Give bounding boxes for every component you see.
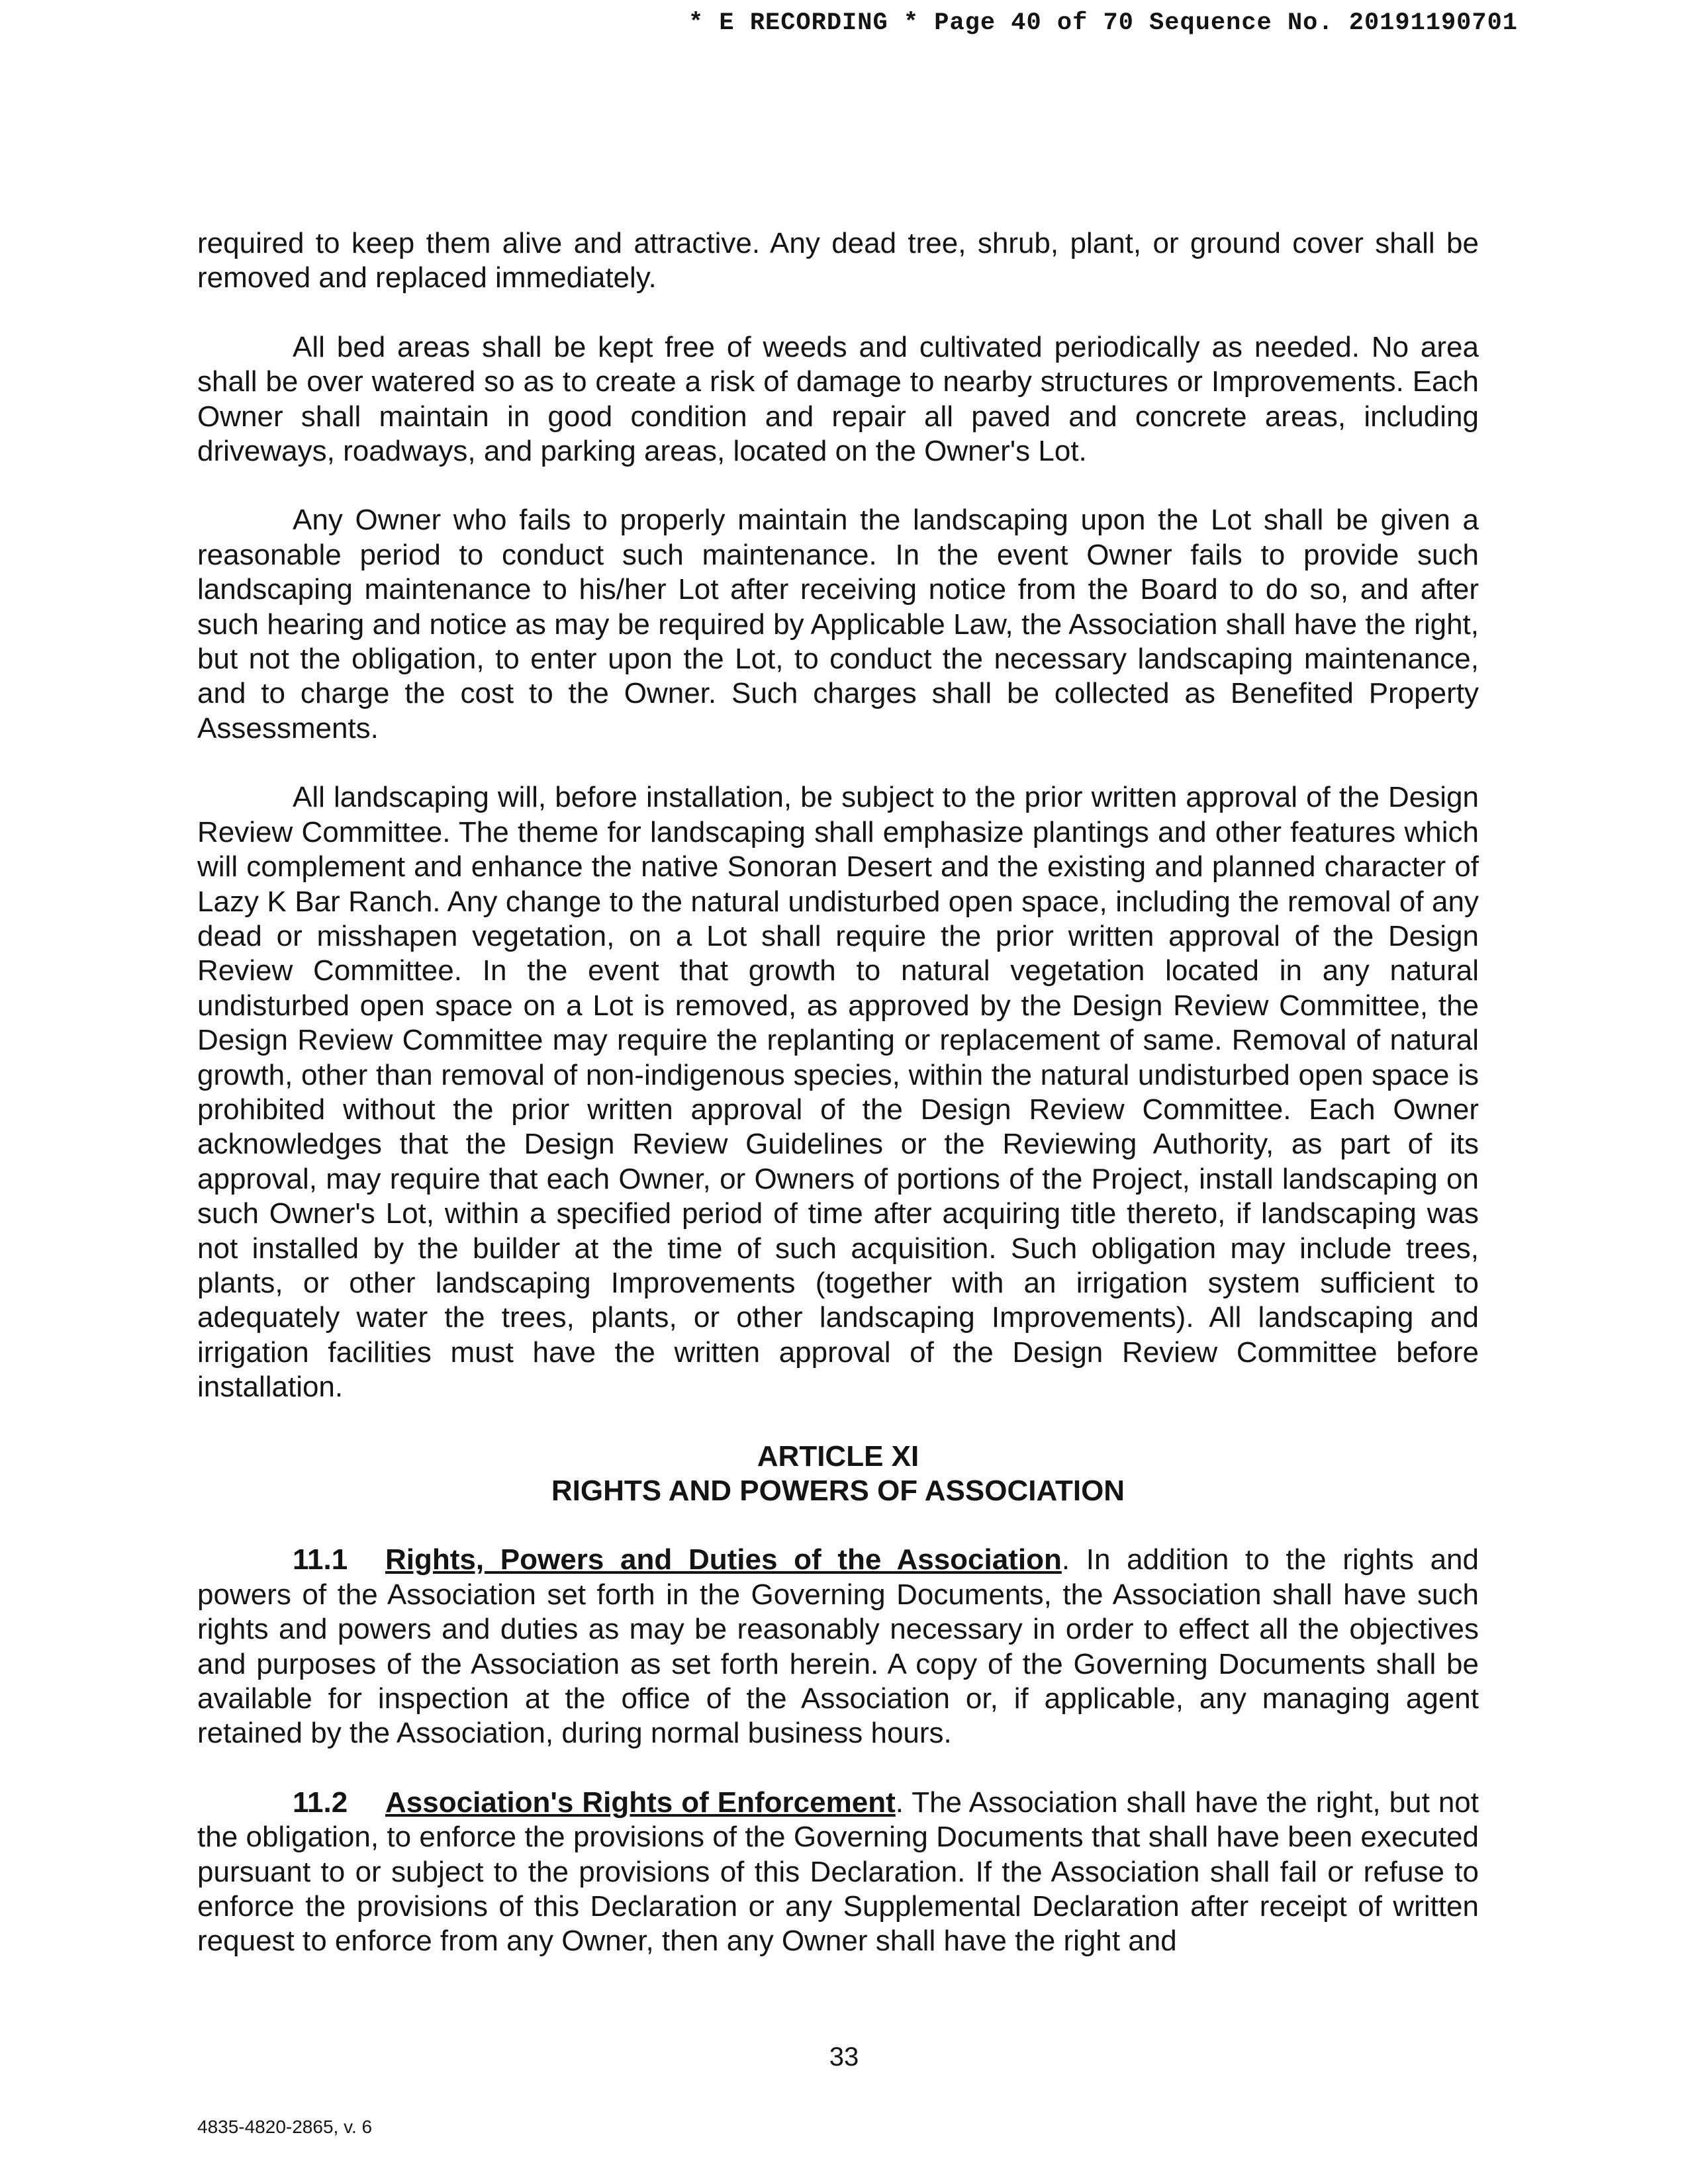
page-number: 33	[829, 2042, 859, 2071]
section-title: Rights, Powers and Duties of the Association	[385, 1543, 1062, 1576]
paragraph-bed-areas: All bed areas shall be kept free of weeds and cultivated periodically as needed. No area shall be over watered so as to create a risk of damage to nearby structures or Improvements. Each Owner shall maintain in good condition and repair all paved and concrete areas, including driveways, roadways, and parking areas, located on the Owner's Lot.	[197, 330, 1479, 468]
section-text: . The Association shall have the right, but not the obligation, to enforce the provisions of the Governing Documents that shall have been executed pursuant to or subject to the provisions of this Declaration. If the Association shall fail or refuse to enforce the provisions of this Declaration or any Supplemental Declaration after receipt of written request to enforce from any Owner, then any Owner shall have the right and	[197, 1786, 1479, 1958]
article-title: RIGHTS AND POWERS OF ASSOCIATION	[551, 1475, 1125, 1507]
paragraph-landscape-care: required to keep them alive and attractive. Any dead tree, shrub, plant, or ground cover shall be removed and replaced immediately.	[197, 227, 1479, 295]
article-number: ARTICLE XI	[757, 1439, 919, 1473]
document-id: 4835-4820-2865, v. 6	[197, 2116, 373, 2137]
paragraph-maintenance-failure: Any Owner who fails to properly maintain the landscaping upon the Lot shall be given a reasonable period to conduct such maintenance. In the event Owner fails to provide such landscaping maintenance to his/her Lot after receiving notice from the Board to do so, and after such hearing and notice as may be required by Applicable Law, the Association shall have the right, but not the obligation, to enter upon the Lot, to conduct the necessary landscaping maintenance, and to charge the cost to the Owner. Such charges shall be collected as Benefited Property Assessments.	[197, 504, 1479, 745]
section-number: 11.2	[293, 1786, 348, 1819]
section-text: . In addition to the rights and powers of the Association set forth in the Governing Documents, the Association shall have such rights and powers and duties as may be reasonably necessary in order to effect all the objectives and purposes of the Association as set forth herein. A copy of the Governing Documents shall be available for inspection at the office of the Association or, if applicable, any managing agent retained by the Association, during normal business hours.	[197, 1543, 1479, 1750]
section-title: Association's Rights of Enforcement	[385, 1786, 896, 1819]
section-11-2	[197, 1786, 1479, 1959]
article-heading	[197, 1439, 1479, 1509]
section-number: 11.1	[293, 1543, 348, 1576]
paragraph-landscaping-approval: All landscaping will, before installation, be subject to the prior written approval of the Design Review Committee. The theme for landscaping shall emphasize plantings and other features which will complement and enhance the native Sonoran Desert and the existing and planned character of Lazy K Bar Ranch. Any change to the natural undisturbed open space, including the removal of any dead or misshapen vegetation, on a Lot shall require the prior written approval of the Design Review Committee. In the event that growth to natural vegetation located in any natural undisturbed open space on a Lot is removed, as approved by the Design Review Committee, the Design Review Committee may require the replanting or replacement of same. Removal of natural growth, other than removal of non-indigenous species, within the natural undisturbed open space is prohibited without the prior written approval of the Design Review Committee. Each Owner acknowledges that the Design Review Guidelines or the Reviewing Authority, as part of its approval, may require that each Owner, or Owners of portions of the Project, install landscaping on such Owner's Lot, within a specified period of time after acquiring title thereto, if landscaping was not installed by the builder at the time of such acquisition. Such obligation may include trees, plants, or other landscaping Improvements (together with an irrigation system sufficient to adequately water the trees, plants, or other landscaping Improvements). All landscaping and irrigation facilities must have the written approval of the Design Review Committee before installation.	[197, 781, 1479, 1404]
recording-header: * E RECORDING * Page 40 of 70 Sequence No. 20191190701	[688, 9, 1518, 37]
section-11-1	[197, 1543, 1479, 1751]
document-body	[197, 226, 1479, 1993]
